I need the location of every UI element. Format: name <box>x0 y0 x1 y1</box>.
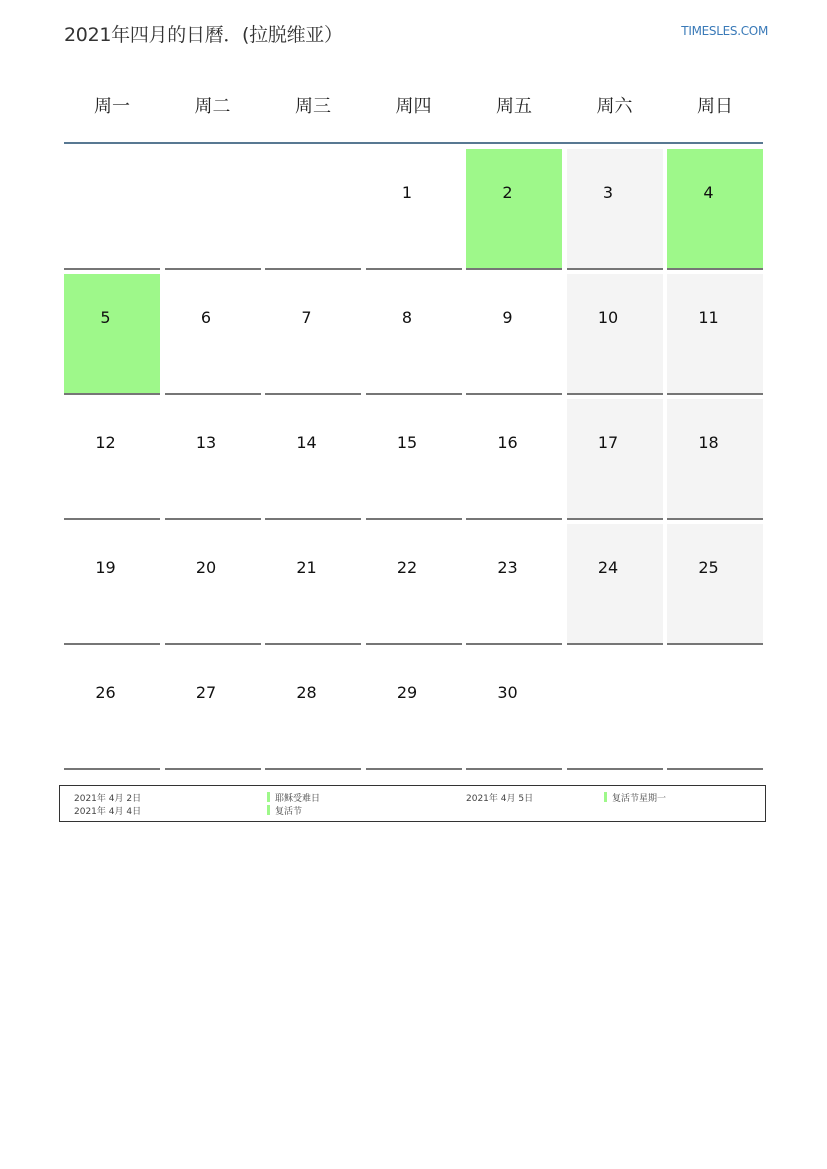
day-number: 23 <box>497 558 518 577</box>
header-divider <box>64 142 763 144</box>
day-number: 21 <box>296 558 317 577</box>
day-number: 13 <box>195 433 217 452</box>
weekday-header-row <box>64 92 763 116</box>
day-cell <box>64 274 160 395</box>
day-number: 8 <box>401 308 413 327</box>
holiday-color-swatch <box>267 792 270 802</box>
day-cell <box>64 524 160 645</box>
holiday-name <box>267 791 320 804</box>
page-title: 2021年四月的日曆．(拉脱维亚） <box>64 24 343 46</box>
holiday-name <box>267 804 302 817</box>
weekday-friday: 周五 <box>496 96 532 117</box>
day-cell <box>466 649 562 770</box>
day-number: 12 <box>95 433 116 452</box>
day-number: 25 <box>698 558 719 577</box>
holiday-name-text: 复活节星期一 <box>612 794 667 804</box>
day-number: 16 <box>497 433 518 452</box>
day-cell <box>466 149 562 270</box>
weekday-saturday: 周六 <box>596 96 633 117</box>
day-number: 18 <box>698 433 719 452</box>
day-cell <box>667 649 763 770</box>
weekday-wednesday: 周三 <box>295 96 331 117</box>
day-cell <box>366 649 462 770</box>
day-number: 27 <box>195 683 217 702</box>
holiday-color-swatch <box>267 805 270 815</box>
day-cell <box>64 149 160 270</box>
day-cell <box>165 274 261 395</box>
day-number: 11 <box>698 308 719 327</box>
day-number: 17 <box>597 433 619 452</box>
day-cell <box>466 399 562 520</box>
day-cell <box>64 399 160 520</box>
day-number: 3 <box>602 183 614 202</box>
day-cell <box>567 274 663 395</box>
holiday-name <box>604 791 666 804</box>
day-number: 30 <box>497 683 518 702</box>
day-number: 14 <box>296 433 317 452</box>
day-number: 28 <box>296 683 317 702</box>
weekday-tuesday: 周二 <box>194 96 231 117</box>
day-cell <box>64 649 160 770</box>
day-cell <box>165 399 261 520</box>
weekday-monday: 周一 <box>94 96 130 117</box>
holiday-legend <box>59 785 766 822</box>
day-cell <box>366 524 462 645</box>
day-cell <box>567 649 663 770</box>
day-cell <box>667 399 763 520</box>
day-number: 19 <box>95 558 116 577</box>
day-number: 10 <box>597 308 619 327</box>
day-cell <box>165 149 261 270</box>
day-cell <box>466 524 562 645</box>
holiday-name-text: 复活节 <box>275 807 303 817</box>
day-cell <box>265 149 361 270</box>
day-number: 6 <box>200 308 212 327</box>
day-cell <box>466 274 562 395</box>
day-cell <box>165 649 261 770</box>
day-number: 22 <box>396 558 418 577</box>
day-cell <box>567 149 663 270</box>
holiday-name-text: 耶稣受难日 <box>275 794 321 804</box>
day-cell <box>567 399 663 520</box>
day-cell <box>265 399 361 520</box>
day-cell <box>265 274 361 395</box>
day-number: 7 <box>301 308 312 327</box>
day-cell <box>165 524 261 645</box>
day-cell <box>265 524 361 645</box>
holiday-date: 2021年 4月 4日 <box>74 807 142 817</box>
day-number: 9 <box>502 308 513 327</box>
weekday-thursday: 周四 <box>395 96 432 117</box>
day-number: 24 <box>597 558 619 577</box>
holiday-color-swatch <box>604 792 607 802</box>
day-number: 2 <box>502 183 513 202</box>
day-number: 26 <box>95 683 116 702</box>
day-cell <box>366 149 462 270</box>
day-number: 5 <box>100 308 111 327</box>
day-cell <box>667 524 763 645</box>
day-cell <box>366 274 462 395</box>
day-cell <box>567 524 663 645</box>
day-cell <box>667 149 763 270</box>
site-brand-link[interactable]: TIMESLES.COM <box>681 24 768 38</box>
day-cell <box>667 274 763 395</box>
day-number: 15 <box>396 433 418 452</box>
holiday-date: 2021年 4月 5日 <box>466 794 534 804</box>
holiday-date: 2021年 4月 2日 <box>74 794 142 804</box>
day-cell <box>265 649 361 770</box>
day-number: 4 <box>703 183 714 202</box>
day-cell <box>366 399 462 520</box>
day-number: 20 <box>195 558 217 577</box>
weekday-sunday: 周日 <box>697 96 733 117</box>
day-number: 1 <box>401 183 413 202</box>
day-number: 29 <box>396 683 418 702</box>
